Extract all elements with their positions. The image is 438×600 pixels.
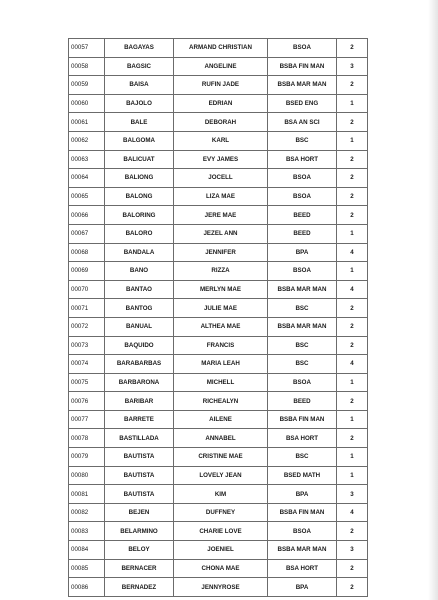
last-name-cell: BERNACER — [105, 559, 174, 578]
year-level-cell: 1 — [337, 448, 368, 467]
year-level-cell: 1 — [337, 466, 368, 485]
first-name-cell: JENNIFER — [174, 243, 268, 262]
year-level-cell: 2 — [337, 317, 368, 336]
table-row — [69, 485, 368, 504]
table-row — [69, 299, 368, 318]
year-level-cell: 1 — [337, 373, 368, 392]
student-id-cell: 00060 — [69, 94, 105, 113]
year-level-cell: 2 — [337, 76, 368, 95]
last-name-cell: BALE — [105, 113, 174, 132]
student-id-cell: 00083 — [69, 522, 105, 541]
last-name-cell: BAUTISTA — [105, 485, 174, 504]
student-id-cell: 00068 — [69, 243, 105, 262]
table-row — [69, 392, 368, 411]
program-cell: BSOA — [268, 373, 337, 392]
program-cell: BEED — [268, 224, 337, 243]
table-row — [69, 503, 368, 522]
program-cell: BSBA FIN MAN — [268, 57, 337, 76]
student-id-cell: 00061 — [69, 113, 105, 132]
table-row — [69, 317, 368, 336]
year-level-cell: 2 — [337, 559, 368, 578]
student-id-cell: 00076 — [69, 392, 105, 411]
table-row — [69, 522, 368, 541]
year-level-cell: 2 — [337, 429, 368, 448]
last-name-cell: BASTILLADA — [105, 429, 174, 448]
last-name-cell: BARRETE — [105, 410, 174, 429]
first-name-cell: EDRIAN — [174, 94, 268, 113]
last-name-cell: BALGOMA — [105, 131, 174, 150]
program-cell: BSOA — [268, 169, 337, 188]
student-id-cell: 00062 — [69, 131, 105, 150]
table-row — [69, 169, 368, 188]
table-row — [69, 39, 368, 58]
program-cell: BPA — [268, 243, 337, 262]
year-level-cell: 2 — [337, 578, 368, 597]
student-id-cell: 00085 — [69, 559, 105, 578]
first-name-cell: EVY JAMES — [174, 150, 268, 169]
last-name-cell: BAGAYAS — [105, 39, 174, 58]
program-cell: BSA AN SCI — [268, 113, 337, 132]
year-level-cell: 2 — [337, 150, 368, 169]
first-name-cell: ANNABEL — [174, 429, 268, 448]
year-level-cell: 1 — [337, 131, 368, 150]
student-id-cell: 00063 — [69, 150, 105, 169]
table-row — [69, 578, 368, 597]
year-level-cell: 2 — [337, 39, 368, 58]
last-name-cell: BANDALA — [105, 243, 174, 262]
last-name-cell: BALORO — [105, 224, 174, 243]
first-name-cell: DUFFNEY — [174, 503, 268, 522]
year-level-cell: 4 — [337, 280, 368, 299]
first-name-cell: KARL — [174, 131, 268, 150]
program-cell: BSBA MAR MAN — [268, 76, 337, 95]
year-level-cell: 1 — [337, 410, 368, 429]
last-name-cell: BAGSIC — [105, 57, 174, 76]
first-name-cell: JENNYROSE — [174, 578, 268, 597]
first-name-cell: MARIA LEAH — [174, 355, 268, 374]
table-row — [69, 187, 368, 206]
year-level-cell: 2 — [337, 336, 368, 355]
first-name-cell: CHARIE LOVE — [174, 522, 268, 541]
table-row — [69, 336, 368, 355]
first-name-cell: ARMAND CHRISTIAN — [174, 39, 268, 58]
last-name-cell: BAISA — [105, 76, 174, 95]
table-row — [69, 541, 368, 560]
program-cell: BSOA — [268, 39, 337, 58]
year-level-cell: 2 — [337, 113, 368, 132]
student-id-cell: 00059 — [69, 76, 105, 95]
student-id-cell: 00064 — [69, 169, 105, 188]
student-id-cell: 00075 — [69, 373, 105, 392]
last-name-cell: BAUTISTA — [105, 448, 174, 467]
program-cell: BPA — [268, 485, 337, 504]
first-name-cell: JOENIEL — [174, 541, 268, 560]
last-name-cell: BARIBAR — [105, 392, 174, 411]
table-row — [69, 262, 368, 281]
first-name-cell: ALTHEA MAE — [174, 317, 268, 336]
table-row — [69, 559, 368, 578]
first-name-cell: MERLYN MAE — [174, 280, 268, 299]
last-name-cell: BERNADEZ — [105, 578, 174, 597]
student-id-cell: 00072 — [69, 317, 105, 336]
first-name-cell: DEBORAH — [174, 113, 268, 132]
first-name-cell: JERE MAE — [174, 206, 268, 225]
student-id-cell: 00077 — [69, 410, 105, 429]
table-row — [69, 206, 368, 225]
year-level-cell: 3 — [337, 485, 368, 504]
last-name-cell: BARABARBAS — [105, 355, 174, 374]
student-id-cell: 00081 — [69, 485, 105, 504]
year-level-cell: 4 — [337, 355, 368, 374]
program-cell: BSC — [268, 336, 337, 355]
program-cell: BSBA FIN MAN — [268, 503, 337, 522]
program-cell: BEED — [268, 392, 337, 411]
student-roster-table — [68, 38, 368, 597]
year-level-cell: 2 — [337, 392, 368, 411]
first-name-cell: CRISTINE MAE — [174, 448, 268, 467]
year-level-cell: 1 — [337, 94, 368, 113]
student-id-cell: 00073 — [69, 336, 105, 355]
table-row — [69, 466, 368, 485]
first-name-cell: RIZZA — [174, 262, 268, 281]
first-name-cell: JEZEL ANN — [174, 224, 268, 243]
year-level-cell: 4 — [337, 243, 368, 262]
table-row — [69, 76, 368, 95]
table-row — [69, 224, 368, 243]
student-id-cell: 00070 — [69, 280, 105, 299]
first-name-cell: AILENE — [174, 410, 268, 429]
student-id-cell: 00079 — [69, 448, 105, 467]
last-name-cell: BANTAO — [105, 280, 174, 299]
table-row — [69, 150, 368, 169]
program-cell: BSA HORT — [268, 150, 337, 169]
last-name-cell: BAQUIDO — [105, 336, 174, 355]
program-cell: BPA — [268, 578, 337, 597]
year-level-cell: 3 — [337, 57, 368, 76]
program-cell: BSOA — [268, 262, 337, 281]
program-cell: BSBA FIN MAN — [268, 410, 337, 429]
table-row — [69, 113, 368, 132]
last-name-cell: BELOY — [105, 541, 174, 560]
last-name-cell: BELARMINO — [105, 522, 174, 541]
student-id-cell: 00071 — [69, 299, 105, 318]
program-cell: BSBA MAR MAN — [268, 317, 337, 336]
year-level-cell: 1 — [337, 262, 368, 281]
first-name-cell: FRANCIS — [174, 336, 268, 355]
first-name-cell: JULIE MAE — [174, 299, 268, 318]
first-name-cell: LOVELY JEAN — [174, 466, 268, 485]
program-cell: BSA HORT — [268, 559, 337, 578]
last-name-cell: BALONG — [105, 187, 174, 206]
year-level-cell: 2 — [337, 206, 368, 225]
last-name-cell: BANO — [105, 262, 174, 281]
first-name-cell: JOCELL — [174, 169, 268, 188]
page-edge-shadow — [428, 0, 438, 600]
program-cell: BSED MATH — [268, 466, 337, 485]
student-id-cell: 00069 — [69, 262, 105, 281]
student-id-cell: 00078 — [69, 429, 105, 448]
table-row — [69, 243, 368, 262]
student-id-cell: 00066 — [69, 206, 105, 225]
first-name-cell: LIZA MAE — [174, 187, 268, 206]
program-cell: BSOA — [268, 522, 337, 541]
last-name-cell: BALICUAT — [105, 150, 174, 169]
program-cell: BSA HORT — [268, 429, 337, 448]
program-cell: BSOA — [268, 187, 337, 206]
program-cell: BSED ENG — [268, 94, 337, 113]
table-row — [69, 94, 368, 113]
table-row — [69, 355, 368, 374]
last-name-cell: BANTOG — [105, 299, 174, 318]
student-id-cell: 00084 — [69, 541, 105, 560]
program-cell: BSC — [268, 131, 337, 150]
year-level-cell: 2 — [337, 169, 368, 188]
student-id-cell: 00067 — [69, 224, 105, 243]
first-name-cell: RICHEALYN — [174, 392, 268, 411]
last-name-cell: BALORING — [105, 206, 174, 225]
student-id-cell: 00074 — [69, 355, 105, 374]
first-name-cell: KIM — [174, 485, 268, 504]
program-cell: BSBA MAR MAN — [268, 541, 337, 560]
student-id-cell: 00065 — [69, 187, 105, 206]
year-level-cell: 2 — [337, 299, 368, 318]
program-cell: BSC — [268, 448, 337, 467]
table-row — [69, 410, 368, 429]
table-row — [69, 131, 368, 150]
table-row — [69, 373, 368, 392]
student-id-cell: 00057 — [69, 39, 105, 58]
program-cell: BSC — [268, 355, 337, 374]
last-name-cell: BARBARONA — [105, 373, 174, 392]
table-row — [69, 280, 368, 299]
roster-body — [69, 39, 368, 597]
last-name-cell: BAJOLO — [105, 94, 174, 113]
table-row — [69, 429, 368, 448]
year-level-cell: 3 — [337, 541, 368, 560]
year-level-cell: 2 — [337, 187, 368, 206]
first-name-cell: CHONA MAE — [174, 559, 268, 578]
first-name-cell: ANGELINE — [174, 57, 268, 76]
first-name-cell: MICHELL — [174, 373, 268, 392]
last-name-cell: BANUAL — [105, 317, 174, 336]
program-cell: BEED — [268, 206, 337, 225]
student-id-cell: 00080 — [69, 466, 105, 485]
program-cell: BSBA MAR MAN — [268, 280, 337, 299]
program-cell: BSC — [268, 299, 337, 318]
year-level-cell: 1 — [337, 224, 368, 243]
student-id-cell: 00058 — [69, 57, 105, 76]
first-name-cell: RUFIN JADE — [174, 76, 268, 95]
table-row — [69, 448, 368, 467]
year-level-cell: 2 — [337, 522, 368, 541]
year-level-cell: 4 — [337, 503, 368, 522]
table-row — [69, 57, 368, 76]
student-id-cell: 00086 — [69, 578, 105, 597]
last-name-cell: BALIONG — [105, 169, 174, 188]
student-id-cell: 00082 — [69, 503, 105, 522]
last-name-cell: BAUTISTA — [105, 466, 174, 485]
last-name-cell: BEJEN — [105, 503, 174, 522]
